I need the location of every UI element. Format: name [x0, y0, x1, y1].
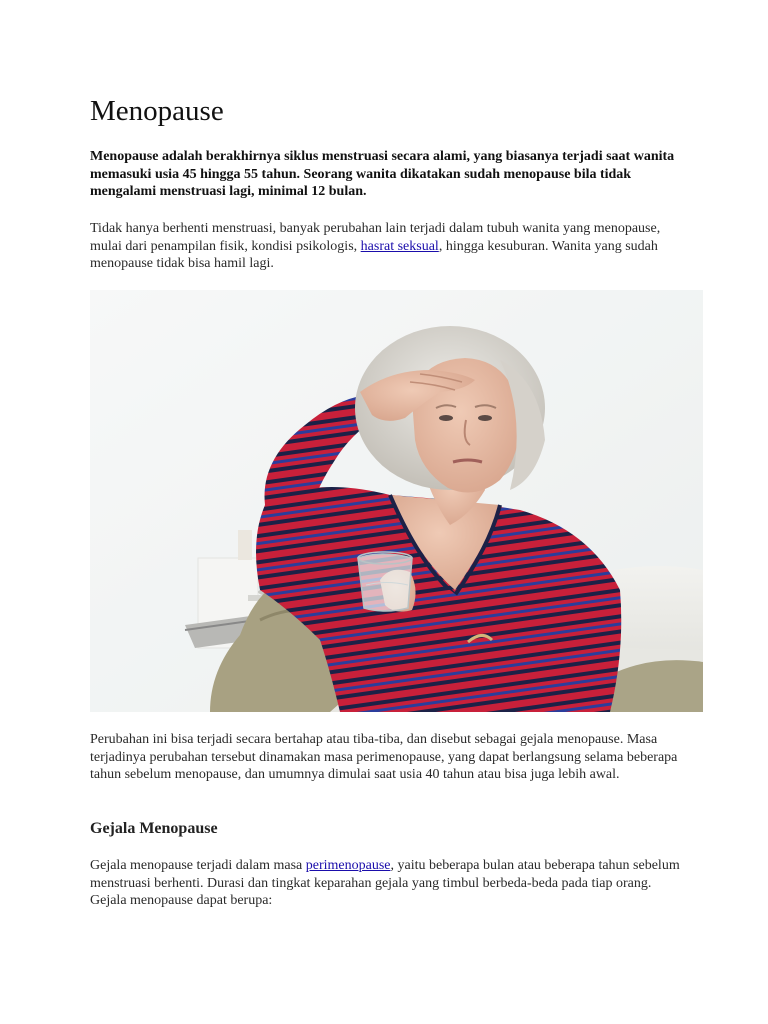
hasrat-seksual-link[interactable]: hasrat seksual — [360, 238, 439, 254]
lead-paragraph: Menopause adalah berakhirnya siklus menstruasi secara alami, yang biasanya terjadi saat wanita memasuki usia 45 hingga 55 tahun. Seorang wanita dikatakan sudah menopause bila tidak mengalami menstruasi lagi, minimal 12 bulan. — [90, 149, 675, 199]
intro-paragraph — [90, 220, 690, 273]
section-heading-gejala: Gejala Menopause — [90, 820, 218, 837]
symptoms-paragraph — [90, 857, 690, 910]
intro-text-before: Tidak hanya berhenti menstruasi, banyak perubahan lain terjadi dalam tubuh wanita yang menopause, mulai dari penampilan fisik, kondisi psikologis, — [90, 221, 661, 254]
perimenopause-paragraph: Perubahan ini bisa terjadi secara bertahap atau tiba-tiba, dan disebut sebagai gejala menopause. Masa terjadinya perubahan tersebut dinamakan masa perimenopause, yang dapat berlangsung selama beberapa tahun sebelum menopause, dan umumnya dimulai saat usia 40 tahun atau bisa juga lebih awal. — [90, 732, 678, 782]
intro-text-after: , hingga kesuburan. Wanita yang sudah menopause tidak bisa hamil lagi. — [90, 238, 658, 271]
symptoms-text-after: , yaitu beberapa bulan atau beberapa tahun sebelum menstruasi berhenti. Durasi dan tingkat keparahan gejala yang timbul berbeda-beda pada tiap orang. Gejala menopause dapat berupa: — [90, 858, 680, 908]
perimenopause-link[interactable]: perimenopause — [305, 858, 391, 873]
page-title: Menopause — [90, 95, 224, 127]
woman-headache-photo — [90, 290, 703, 712]
symptoms-text-before: Gejala menopause terjadi dalam masa — [90, 858, 306, 873]
